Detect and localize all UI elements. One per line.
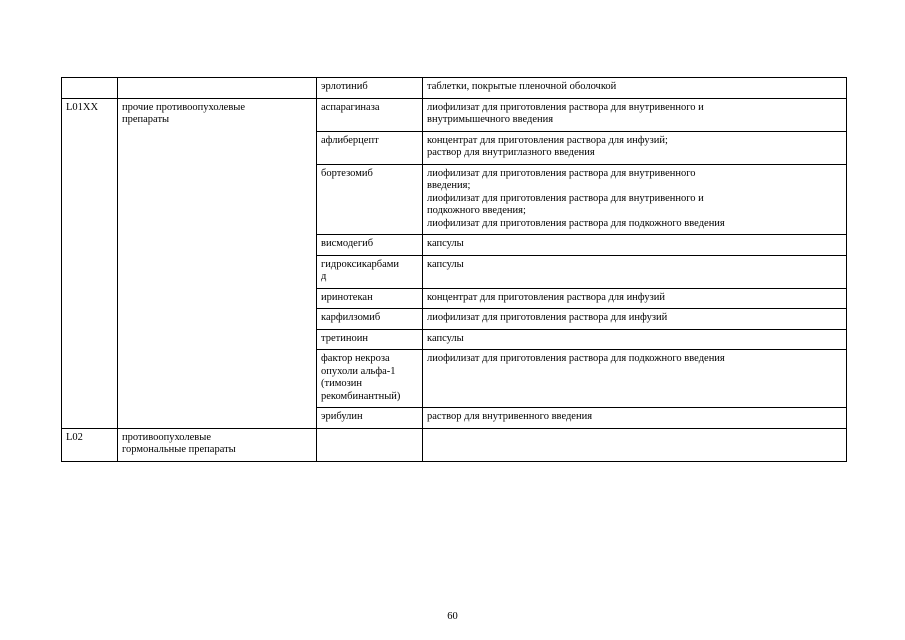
table-row [62,98,847,131]
drug-name-cell [317,131,423,164]
drug-name-line: эрлотиниб [321,81,368,92]
drug-name-cell [317,329,423,350]
drug-name-line: карфилзомиб [321,312,381,323]
drug-table-body [62,78,847,462]
dosage-form-cell [423,235,847,256]
drug-name-line: (тимозин [321,378,362,389]
dosage-form-line: концентрат для приготовления раствора для инфузий [427,291,665,303]
dosage-form-line: лиофилизат для приготовления раствора для внутривенного и [427,192,704,204]
table-row [62,78,847,99]
drug-name-line: д [321,271,327,282]
drug-name-cell [317,78,423,99]
dosage-form-cell [423,78,847,99]
table-row [62,428,847,461]
drug-name-line: афлиберцепт [321,134,379,146]
drug-name-line: фактор некроза [321,353,390,364]
pharm-group-line: препараты [122,114,170,125]
drug-name-cell [317,428,423,461]
dosage-form-cell [423,428,847,461]
dosage-form-line: лиофилизат для приготовления раствора для внутривенного [427,167,696,179]
drug-name-line: рекомбинантный) [321,390,401,402]
dosage-form-cell [423,288,847,309]
drug-name-cell [317,288,423,309]
drug-name-cell [317,350,423,408]
pharm-group-line: гормональные препараты [122,444,236,455]
drug-name-cell [317,164,423,235]
dosage-form-cell [423,408,847,429]
atc-code-cell [62,98,118,428]
pharm-group-line: прочие противоопухолевые [122,101,246,113]
drug-name-line: эрибулин [321,411,363,422]
drug-name-line: иринотекан [321,291,373,303]
atc-code-cell [62,78,118,99]
pharm-group-line: противоопухолевые [122,431,211,443]
drug-name-line: висмодегиб [321,238,374,249]
dosage-form-line: лиофилизат для приготовления раствора для подкожного введения [427,353,725,364]
dosage-form-line: капсулы [427,258,464,270]
drug-name-cell [317,309,423,330]
dosage-form-line: внутримышечного введения [427,114,554,125]
drug-name-line: третиноин [321,332,368,344]
dosage-form-cell [423,255,847,288]
dosage-form-cell [423,131,847,164]
dosage-form-line: лиофилизат для приготовления раствора для внутривенного и [427,101,704,113]
atc-code-cell [62,428,118,461]
pharm-group-cell [118,428,317,461]
dosage-form-line: подкожного введения; [427,205,526,216]
atc-code: L02 [66,431,83,443]
dosage-form-cell [423,329,847,350]
drug-table [61,77,847,462]
drug-name-cell [317,235,423,256]
dosage-form-line: лиофилизат для приготовления раствора для инфузий [427,312,668,323]
dosage-form-line: раствор для внутриглазного введения [427,147,595,158]
drug-name-line: гидроксикарбами [321,258,400,270]
drug-name-cell [317,98,423,131]
pharm-group-cell [118,78,317,99]
dosage-form-line: таблетки, покрытые пленочной оболочкой [427,81,617,92]
dosage-form-line: концентрат для приготовления раствора для инфузий; [427,134,668,146]
dosage-form-line: лиофилизат для приготовления раствора для подкожного введения [427,217,725,229]
dosage-form-line: раствор для внутривенного введения [427,411,593,422]
drug-name-cell [317,255,423,288]
dosage-form-cell [423,164,847,235]
page-number: 60 [447,611,458,622]
drug-name-line: опухоли альфа-1 [321,365,396,377]
dosage-form-line: введения; [427,180,471,191]
pharm-group-cell [118,98,317,428]
drug-name-line: аспарагиназа [321,101,380,113]
dosage-form-cell [423,98,847,131]
drug-name-cell [317,408,423,429]
dosage-form-line: капсулы [427,332,464,344]
dosage-form-cell [423,309,847,330]
dosage-form-line: капсулы [427,238,464,249]
drug-name-line: бортезомиб [321,167,373,179]
dosage-form-cell [423,350,847,408]
atc-code: L01XX [66,101,99,113]
